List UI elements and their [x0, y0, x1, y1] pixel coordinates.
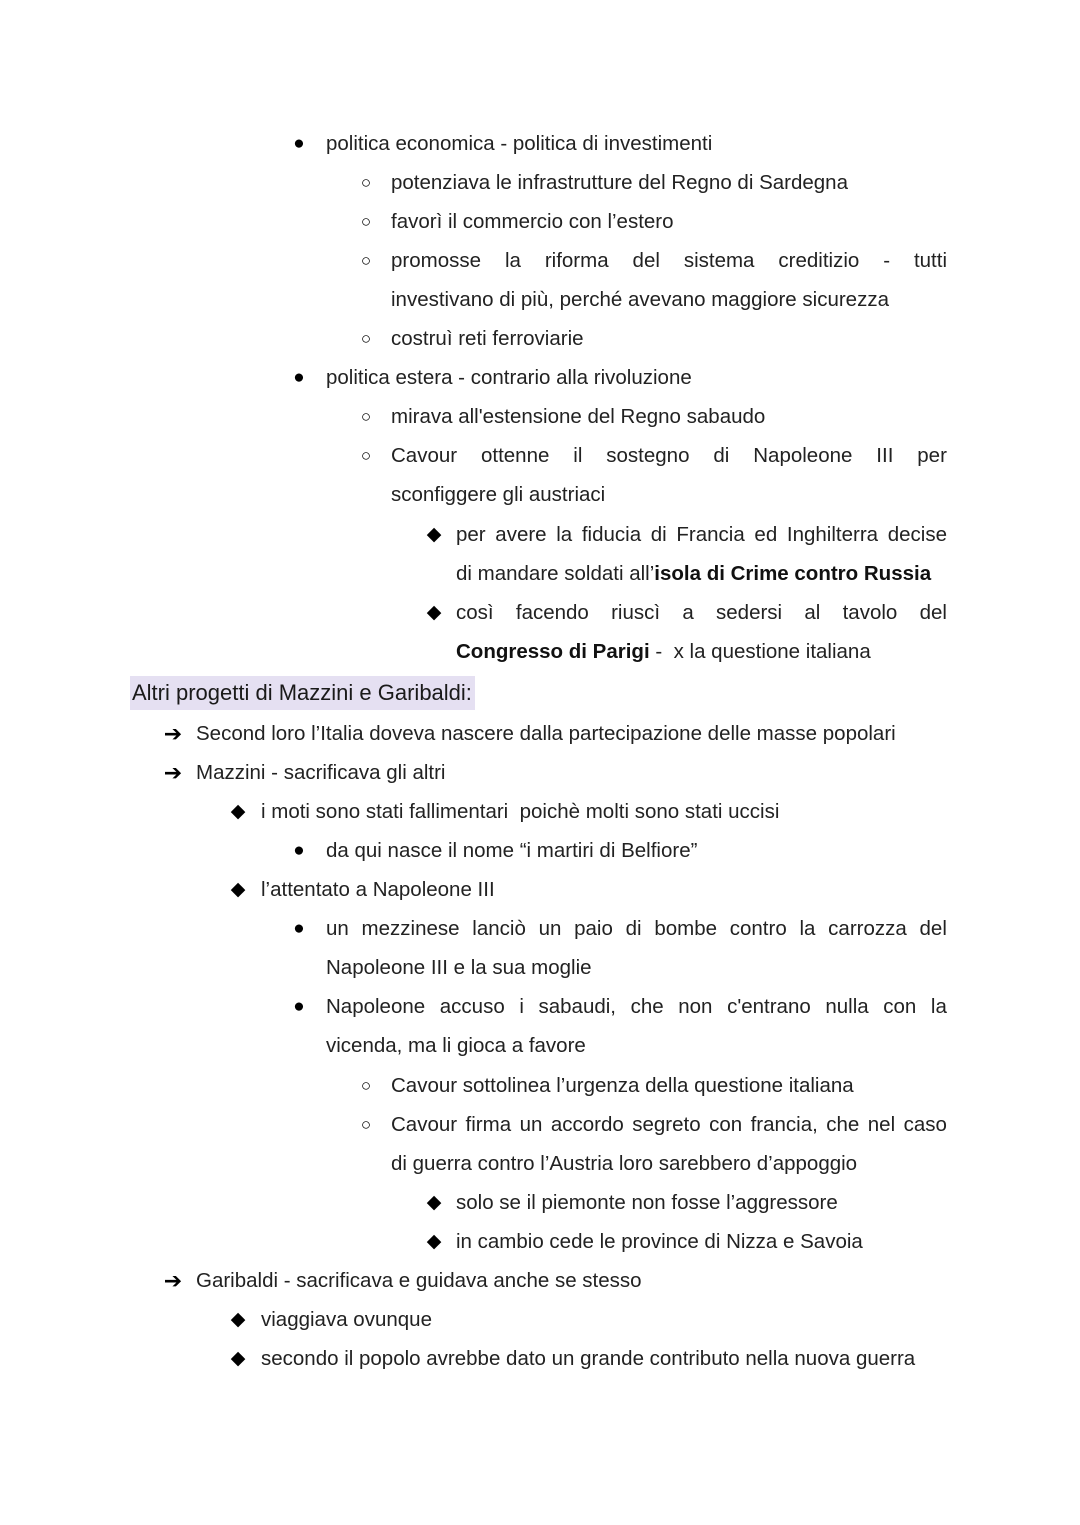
word: facendo [515, 601, 589, 624]
word: accuso [439, 995, 505, 1018]
word: sabaudi, [538, 995, 616, 1018]
word: lanciò [472, 917, 526, 940]
bullet-dot-icon: ● [293, 367, 305, 388]
word: riuscì [611, 601, 661, 624]
bullet-circle-icon: ○ [360, 1076, 372, 1095]
word: mezzinese [361, 917, 460, 940]
list-item-text [456, 554, 931, 593]
justified-line [391, 1105, 947, 1144]
word: Cavour [391, 444, 458, 467]
word: francia, [750, 1113, 818, 1136]
word: Napoleone [326, 995, 426, 1018]
word: per [456, 523, 486, 546]
word: decise [887, 523, 947, 546]
word: con [883, 995, 917, 1018]
word: Cavour [391, 1113, 458, 1136]
word: nel [867, 1113, 896, 1136]
arrow-right-icon: ➔ [163, 721, 183, 746]
word: del [919, 601, 947, 624]
bullet-circle-icon: ○ [360, 407, 372, 426]
word: con [709, 1113, 743, 1136]
word: ed [754, 523, 778, 546]
word: creditizio [778, 249, 860, 272]
word: un [519, 1113, 543, 1136]
justified-line [326, 909, 947, 948]
word: accordo [550, 1113, 624, 1136]
word: Francia [676, 523, 745, 546]
word: a [682, 601, 694, 624]
word: la [504, 249, 521, 272]
word: avere [495, 523, 547, 546]
list-item-text: viaggiava ovunque [261, 1308, 432, 1331]
word: contro [729, 917, 787, 940]
list-item-text [456, 632, 871, 671]
word: riforma [544, 249, 609, 272]
word: Napoleone [753, 444, 853, 467]
list-item-text: Mazzini - sacrificava gli altri [196, 761, 446, 784]
justified-line [456, 515, 947, 554]
bullet-dot-icon: ● [293, 840, 305, 861]
justified-line [391, 436, 947, 475]
section-heading: Altri progetti di Mazzini e Garibaldi: [130, 676, 475, 710]
list-item-text: potenziava le infrastrutture del Regno di Sardegna [391, 171, 848, 194]
word: bombe [654, 917, 718, 940]
word: tavolo [842, 601, 898, 624]
bullet-diamond-icon: ◆ [230, 1348, 246, 1369]
word: del [919, 917, 947, 940]
bullet-diamond-icon: ◆ [230, 1309, 246, 1330]
word: che [630, 995, 664, 1018]
bullet-circle-icon: ○ [360, 329, 372, 348]
list-item-text: i moti sono stati fallimentari poichè molti sono stati uccisi [261, 800, 780, 823]
bullet-circle-icon: ○ [360, 212, 372, 231]
word: così [456, 601, 494, 624]
list-item-text: l’attentato a Napoleone III [261, 878, 495, 901]
word: un [538, 917, 562, 940]
list-item-text: sconfiggere gli austriaci [391, 483, 606, 506]
word: tutti [913, 249, 947, 272]
bullet-diamond-icon: ◆ [426, 1231, 442, 1252]
list-item-text: solo se il piemonte non fosse l’aggressore [456, 1191, 838, 1214]
list-item-text: investivano di più, perché avevano maggiore sicurezza [391, 288, 889, 311]
arrow-right-icon: ➔ [163, 1268, 183, 1293]
word: nulla [825, 995, 869, 1018]
word: un [326, 917, 349, 940]
word: paio [574, 917, 613, 940]
word: la [556, 523, 573, 546]
word: - [883, 249, 891, 272]
word: i [519, 995, 524, 1018]
list-item-text: vicenda, ma li gioca a favore [326, 1034, 586, 1057]
word: carrozza [828, 917, 907, 940]
list-item-text: da qui nasce il nome “i martiri di Belfiore” [326, 839, 698, 862]
word: del [632, 249, 660, 272]
bullet-diamond-icon: ◆ [426, 1192, 442, 1213]
bullet-circle-icon: ○ [360, 446, 372, 465]
bullet-dot-icon: ● [293, 133, 305, 154]
justified-line [391, 241, 947, 280]
list-item-text: Garibaldi - sacrificava e guidava anche se stesso [196, 1269, 642, 1292]
word: c'entrano [727, 995, 811, 1018]
word: di [650, 523, 667, 546]
text-plain: - x la questione italiana [649, 640, 871, 663]
word: che [826, 1113, 860, 1136]
bullet-circle-icon: ○ [360, 251, 372, 270]
word: promosse [391, 249, 482, 272]
word: sedersi [716, 601, 783, 624]
bullet-dot-icon: ● [293, 918, 305, 939]
word: Inghilterra [786, 523, 879, 546]
list-item-text: politica economica - politica di investimenti [326, 132, 713, 155]
list-item-text: Second loro l’Italia doveva nascere dalla partecipazione delle masse popolari [196, 722, 896, 745]
list-item-text: favorì il commercio con l’estero [391, 210, 674, 233]
bullet-diamond-icon: ◆ [230, 801, 246, 822]
text-plain: di mandare soldati all’ [456, 562, 655, 585]
justified-line [326, 987, 947, 1026]
list-item-text: in cambio cede le province di Nizza e Savoia [456, 1230, 863, 1253]
word: ottenne [480, 444, 550, 467]
bullet-circle-icon: ○ [360, 173, 372, 192]
word: caso [903, 1113, 947, 1136]
justified-line [456, 593, 947, 632]
arrow-right-icon: ➔ [163, 760, 183, 785]
list-item-text: mirava all'estensione del Regno sabaudo [391, 405, 766, 428]
word: di [713, 444, 730, 467]
word: III [876, 444, 894, 467]
list-item-text: Cavour sottolinea l’urgenza della questione italiana [391, 1074, 854, 1097]
list-item-text: secondo il popolo avrebbe dato un grande contributo nella nuova guerra [261, 1347, 916, 1370]
word: sistema [683, 249, 755, 272]
word: la [799, 917, 816, 940]
word: il [573, 444, 583, 467]
list-item-text: costruì reti ferroviarie [391, 327, 584, 350]
bullet-diamond-icon: ◆ [426, 602, 442, 623]
word: sostegno [606, 444, 690, 467]
word: firma [465, 1113, 512, 1136]
bullet-circle-icon: ○ [360, 1115, 372, 1134]
word: segreto [632, 1113, 701, 1136]
list-item-text: politica estera - contrario alla rivoluzione [326, 366, 692, 389]
list-item-text: di guerra contro l’Austria loro sarebbero d’appoggio [391, 1152, 858, 1175]
word: di [625, 917, 642, 940]
word: la [930, 995, 947, 1018]
word: fiducia [581, 523, 642, 546]
list-item-text: Napoleone III e la sua moglie [326, 956, 592, 979]
text-bold: Congresso di Parigi [456, 640, 650, 663]
bullet-diamond-icon: ◆ [426, 524, 442, 545]
word: per [917, 444, 947, 467]
bullet-diamond-icon: ◆ [230, 879, 246, 900]
word: al [804, 601, 821, 624]
bullet-dot-icon: ● [293, 996, 305, 1017]
text-bold: isola di Crime contro Russia [654, 562, 932, 585]
word: non [678, 995, 713, 1018]
